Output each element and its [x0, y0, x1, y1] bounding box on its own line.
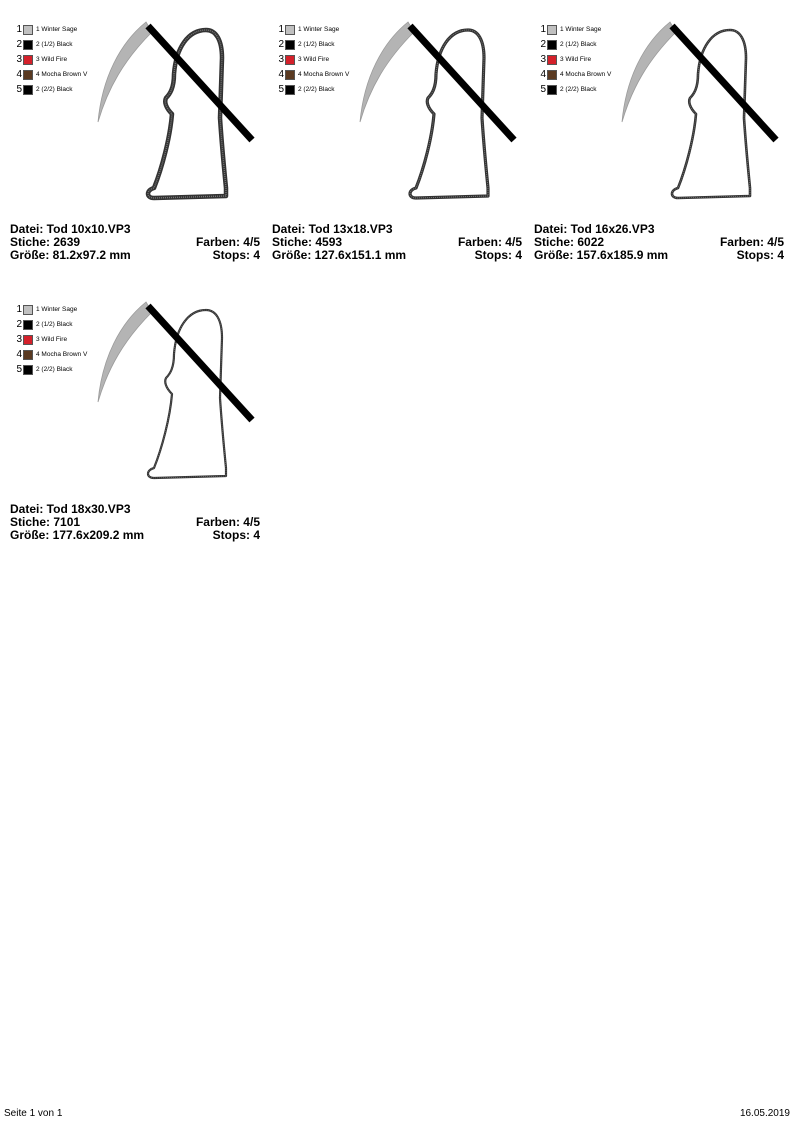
color-swatch — [547, 55, 557, 65]
legend-item — [276, 52, 349, 67]
legend-item — [14, 37, 87, 52]
legend-label: 3 Wild Fire — [36, 56, 68, 63]
design-cell-1 — [10, 18, 260, 278]
color-swatch — [23, 365, 33, 375]
grim-reaper-figure — [352, 18, 522, 218]
design-cell-3 — [534, 18, 784, 278]
design-cell-2 — [272, 18, 522, 278]
legend-label: 4 Mocha Brown V — [560, 71, 612, 78]
color-legend — [276, 22, 349, 97]
legend-item — [276, 67, 349, 82]
legend-label: 1 Winter Sage — [36, 306, 78, 313]
scythe-blade — [98, 22, 152, 122]
color-swatch — [285, 55, 295, 65]
color-count: Farben: 4/5 — [457, 235, 522, 249]
design-info — [10, 503, 260, 542]
legend-number: 5 — [16, 84, 22, 95]
legend-label: 3 Wild Fire — [36, 336, 68, 343]
color-swatch — [23, 70, 33, 80]
legend-label: 2 (1/2) Black — [298, 41, 335, 48]
legend-label: 4 Mocha Brown V — [36, 351, 88, 358]
legend-item — [538, 67, 611, 82]
legend-item — [14, 52, 87, 67]
design-cell-4 — [10, 298, 260, 558]
robe-outline — [410, 30, 488, 198]
legend-number: 2 — [540, 39, 546, 50]
legend-number: 4 — [278, 69, 284, 80]
legend-number: 5 — [278, 84, 284, 95]
info-row — [272, 249, 522, 262]
legend-item — [14, 67, 87, 82]
legend-item — [276, 82, 349, 97]
color-swatch — [547, 40, 557, 50]
color-swatch — [23, 320, 33, 330]
legend-number: 5 — [16, 364, 22, 375]
legend-number: 1 — [278, 24, 284, 35]
color-legend — [14, 22, 87, 97]
stop-count: Stops: 4 — [212, 248, 260, 262]
design-info — [10, 223, 260, 262]
legend-number: 3 — [16, 334, 22, 345]
color-count: Farben: 4/5 — [719, 235, 784, 249]
legend-label: 3 Wild Fire — [298, 56, 330, 63]
legend-item — [276, 22, 349, 37]
legend-item — [538, 37, 611, 52]
legend-item — [14, 317, 87, 332]
robe-outline — [148, 310, 226, 478]
grim-reaper-figure — [90, 298, 260, 498]
legend-label: 4 Mocha Brown V — [298, 71, 350, 78]
legend-label: 1 Winter Sage — [36, 26, 78, 33]
legend-label: 3 Wild Fire — [560, 56, 592, 63]
color-swatch — [23, 350, 33, 360]
legend-item — [14, 332, 87, 347]
legend-label: 2 (2/2) Black — [36, 86, 73, 93]
legend-number: 2 — [16, 39, 22, 50]
color-swatch — [23, 335, 33, 345]
stitch-count: Stiche: 6022 — [534, 235, 605, 249]
file-name: Datei: Tod 13x18.VP3 — [272, 222, 393, 236]
legend-item — [14, 22, 87, 37]
legend-item — [14, 82, 87, 97]
legend-number: 1 — [16, 24, 22, 35]
color-legend — [14, 302, 87, 377]
legend-item — [276, 37, 349, 52]
legend-label: 2 (2/2) Black — [36, 366, 73, 373]
file-name: Datei: Tod 18x30.VP3 — [10, 502, 131, 516]
file-name: Datei: Tod 10x10.VP3 — [10, 222, 131, 236]
color-swatch — [285, 85, 295, 95]
info-row — [10, 249, 260, 262]
stitch-count: Stiche: 4593 — [272, 235, 343, 249]
legend-label: 2 (2/2) Black — [298, 86, 335, 93]
legend-item — [538, 22, 611, 37]
legend-label: 2 (1/2) Black — [560, 41, 597, 48]
color-swatch — [23, 55, 33, 65]
legend-item — [14, 302, 87, 317]
design-size: Größe: 157.6x185.9 mm — [534, 248, 669, 262]
info-row — [10, 529, 260, 542]
stop-count: Stops: 4 — [212, 528, 260, 542]
design-size: Größe: 81.2x97.2 mm — [10, 248, 131, 262]
legend-label: 1 Winter Sage — [560, 26, 602, 33]
print-date: 16.05.2019 — [739, 1108, 790, 1119]
legend-item — [14, 347, 87, 362]
design-info — [272, 223, 522, 262]
color-legend — [538, 22, 611, 97]
stitch-count: Stiche: 7101 — [10, 515, 81, 529]
color-swatch — [547, 85, 557, 95]
legend-item — [14, 362, 87, 377]
legend-number: 3 — [278, 54, 284, 65]
color-swatch — [285, 70, 295, 80]
scythe-blade — [98, 302, 152, 402]
legend-number: 3 — [540, 54, 546, 65]
legend-number: 1 — [540, 24, 546, 35]
stop-count: Stops: 4 — [474, 248, 522, 262]
robe-outline — [148, 30, 226, 198]
stop-count: Stops: 4 — [736, 248, 784, 262]
color-swatch — [23, 85, 33, 95]
legend-label: 4 Mocha Brown V — [36, 71, 88, 78]
grim-reaper-figure — [614, 18, 784, 218]
legend-number: 2 — [278, 39, 284, 50]
color-swatch — [547, 25, 557, 35]
design-size: Größe: 177.6x209.2 mm — [10, 528, 145, 542]
legend-number: 2 — [16, 319, 22, 330]
color-swatch — [547, 70, 557, 80]
page-number: Seite 1 von 1 — [4, 1108, 63, 1119]
design-info — [534, 223, 784, 262]
robe-outline — [672, 30, 750, 198]
info-row — [534, 249, 784, 262]
legend-label: 1 Winter Sage — [298, 26, 340, 33]
design-size: Größe: 127.6x151.1 mm — [272, 248, 407, 262]
stitch-count: Stiche: 2639 — [10, 235, 81, 249]
color-swatch — [23, 40, 33, 50]
legend-label: 2 (2/2) Black — [560, 86, 597, 93]
color-swatch — [23, 305, 33, 315]
legend-item — [538, 82, 611, 97]
legend-number: 4 — [16, 349, 22, 360]
scythe-blade — [360, 22, 414, 122]
color-swatch — [23, 25, 33, 35]
grim-reaper-figure — [90, 18, 260, 218]
scythe-blade — [622, 22, 676, 122]
legend-number: 5 — [540, 84, 546, 95]
legend-number: 4 — [540, 69, 546, 80]
color-swatch — [285, 40, 295, 50]
color-count: Farben: 4/5 — [195, 515, 260, 529]
color-swatch — [285, 25, 295, 35]
legend-label: 2 (1/2) Black — [36, 41, 73, 48]
legend-number: 1 — [16, 304, 22, 315]
color-count: Farben: 4/5 — [195, 235, 260, 249]
legend-number: 4 — [16, 69, 22, 80]
legend-number: 3 — [16, 54, 22, 65]
legend-item — [538, 52, 611, 67]
legend-label: 2 (1/2) Black — [36, 321, 73, 328]
file-name: Datei: Tod 16x26.VP3 — [534, 222, 655, 236]
